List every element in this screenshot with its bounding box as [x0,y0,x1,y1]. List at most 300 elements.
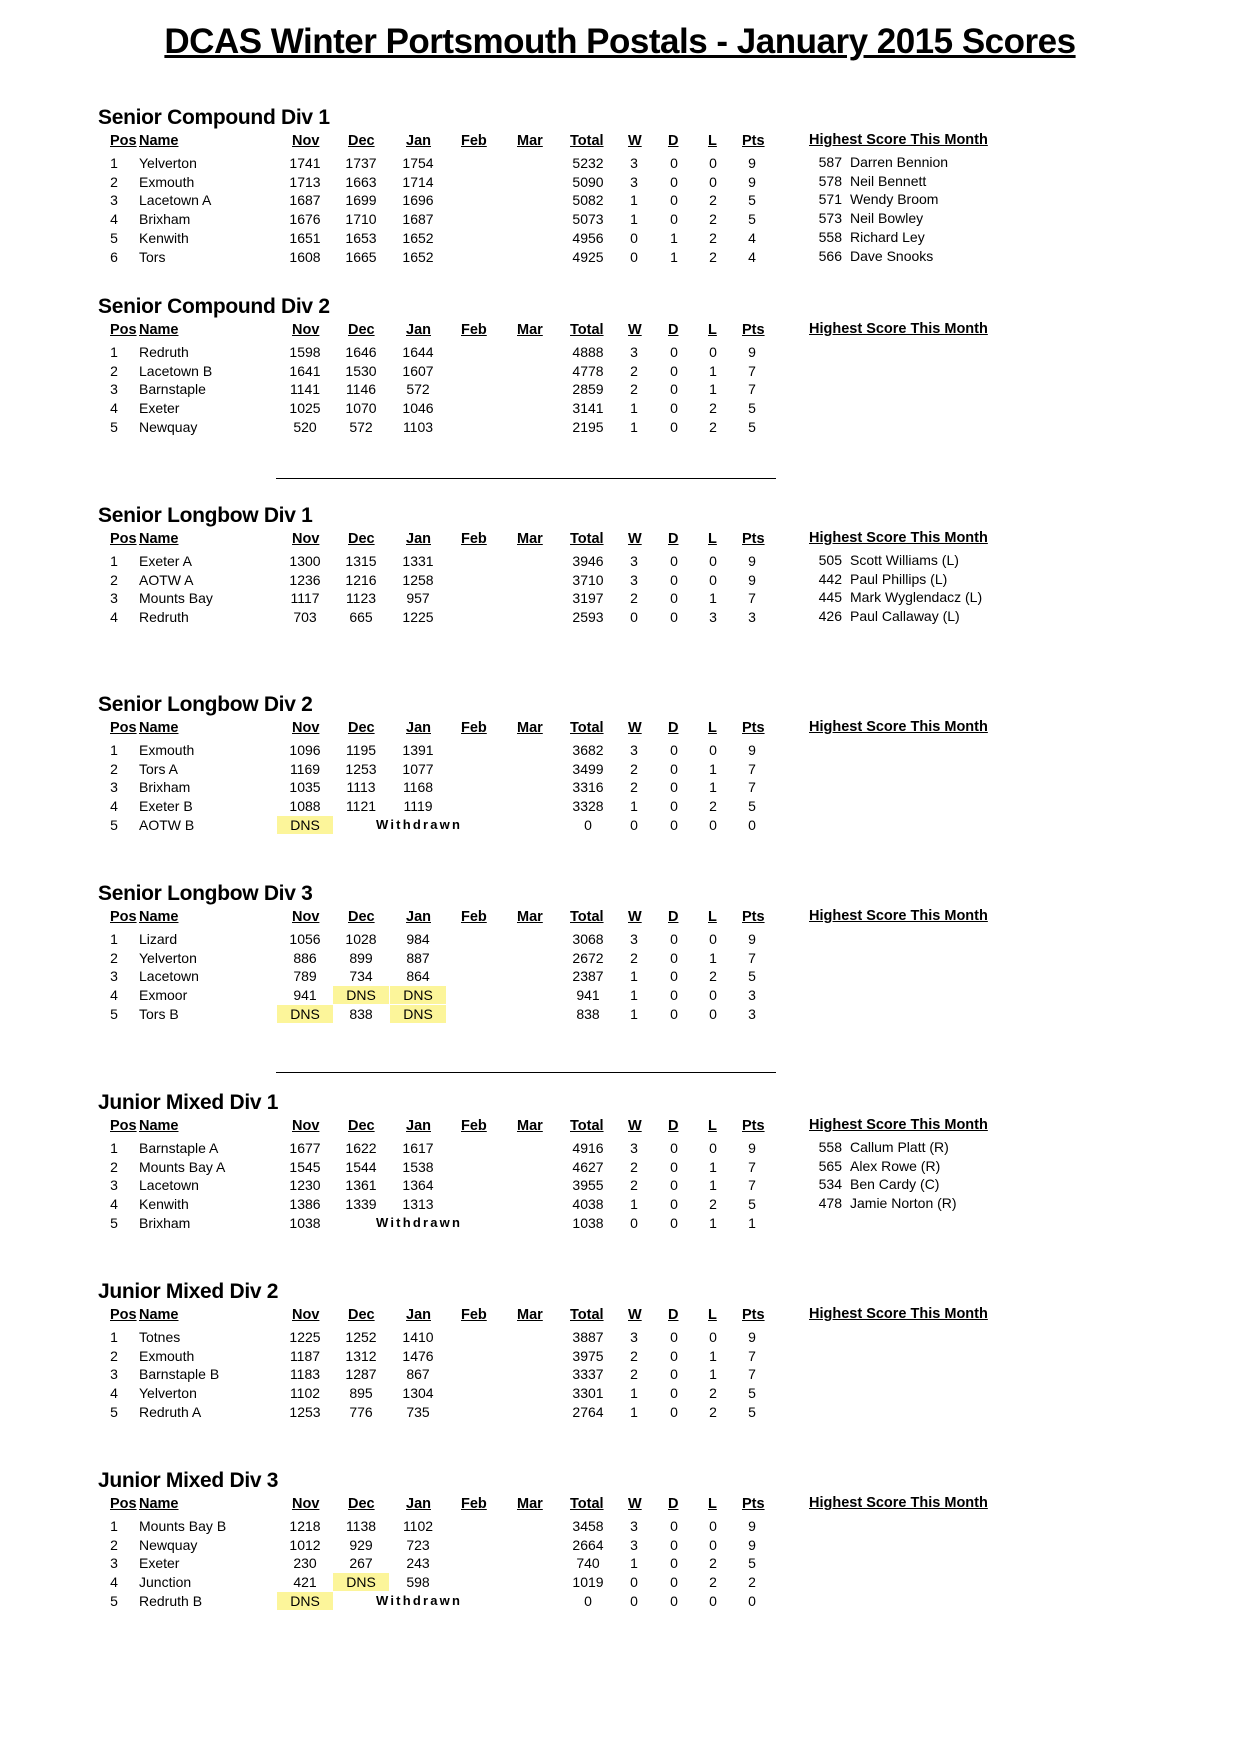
cell-w: 1 [630,968,638,985]
cell-nov: 1169 [289,760,321,777]
cell-jan: 1476 [402,1347,434,1364]
cell-nov: 1651 [289,229,321,246]
cell-pts: 0 [748,1592,756,1609]
column-header-nov: Nov [292,720,320,736]
cell-d: 0 [670,609,678,626]
cell-pos: 4 [110,987,118,1004]
cell-jan: 723 [406,1536,430,1553]
cell-d: 0 [670,1403,678,1420]
cell-name: Lacetown [139,968,199,985]
column-header-pos: Pos [110,133,137,149]
highest-score-value: 571 [818,191,842,208]
column-header-jan: Jan [406,720,431,736]
column-header-name: Name [139,1118,179,1134]
column-header-l: L [708,1118,717,1134]
table-row [0,1328,1240,1347]
cell-total: 4925 [572,248,604,265]
cell-nov: 1545 [289,1158,321,1175]
cell-dec: 1253 [345,760,377,777]
table-row [0,608,1240,627]
cell-w: 1 [630,1385,638,1402]
table-row [0,930,1240,949]
cell-pts: 7 [748,381,756,398]
table-row [0,1347,1240,1366]
cell-nov: 703 [293,609,317,626]
highest-score-entry [800,588,982,607]
cell-w: 2 [630,949,638,966]
cell-w: 1 [630,1403,638,1420]
cell-pts: 4 [748,248,756,265]
cell-name: Kenwith [139,1196,189,1213]
cell-nov: 1038 [289,1214,321,1231]
table-row [0,1158,1240,1177]
cell-pos: 3 [110,1555,118,1572]
column-header-total: Total [570,133,604,149]
cell-pts: 2 [748,1574,756,1591]
cell-jan: 1652 [402,248,434,265]
cell-w: 0 [630,1574,638,1591]
withdrawn-label: Withdrawn [376,1214,463,1230]
cell-w: 3 [630,742,638,758]
cell-dec: 1287 [345,1366,377,1383]
cell-dec: 1544 [345,1158,377,1175]
cell-pts: 1 [748,1214,756,1231]
cell-pos: 4 [110,798,118,815]
highest-score-value: 505 [818,552,842,568]
column-header-nov: Nov [292,531,320,547]
cell-w: 1 [630,1555,638,1572]
cell-w: 1 [630,418,638,435]
column-header-l: L [708,1307,717,1323]
cell-dec: 734 [349,968,373,985]
cell-w: 1 [630,192,638,209]
cell-pos: 5 [110,1005,118,1022]
cell-dec: 1622 [345,1140,377,1156]
cell-name: Brixham [139,1214,191,1231]
cell-nov: 520 [293,418,317,435]
cell-pos: 3 [110,1366,118,1383]
highest-score-name: Wendy Broom [850,191,939,208]
highest-score-name: Paul Phillips (L) [850,570,948,587]
column-header-d: D [668,1307,679,1323]
cell-jan: 1714 [402,173,434,190]
cell-dec: 1113 [346,779,376,796]
highest-score-entry [800,1194,957,1213]
cell-name: Brixham [139,779,191,796]
cell-nov: 1230 [289,1177,321,1194]
withdrawn-label: Withdrawn [376,816,463,832]
cell-nov: 1183 [289,1366,321,1383]
table-row [0,399,1240,418]
highest-score-entry [800,1175,939,1194]
cell-w: 1 [630,1196,638,1213]
cell-total: 838 [576,1005,600,1022]
highest-score-value: 478 [818,1195,842,1212]
division-section [0,1469,1240,1659]
cell-l: 1 [709,381,717,398]
cell-l: 0 [709,742,717,758]
highest-score-entry [800,153,948,172]
cell-d: 0 [670,211,678,228]
cell-nov: 230 [293,1555,317,1572]
cell-dec: 1121 [345,798,377,815]
cell-name: Exeter [139,400,180,417]
table-row [0,571,1240,590]
cell-pos: 5 [110,1592,118,1609]
cell-total: 2664 [572,1536,604,1553]
cell-l: 2 [709,968,717,985]
cell-pts: 5 [748,1196,756,1213]
cell-jan: 1077 [402,760,434,777]
cell-name: Exeter B [139,798,193,815]
cell-dec: 1312 [345,1347,377,1364]
cell-pts: 5 [748,798,756,815]
cell-pos: 4 [110,609,118,626]
cell-nov: 1236 [289,571,321,588]
withdrawn-label: Withdrawn [376,1592,463,1608]
column-header-w: W [628,531,642,547]
cell-name: Newquay [139,1536,198,1553]
cell-name: Tors [139,248,166,265]
cell-name: Yelverton [139,1385,197,1402]
cell-w: 1 [630,798,638,815]
cell-nov: 1641 [289,362,321,379]
cell-d: 0 [670,987,678,1004]
cell-w: 0 [630,609,638,626]
column-header-pts: Pts [742,1307,765,1323]
cell-pos: 1 [110,931,118,947]
column-header-w: W [628,322,642,338]
cell-dec: 267 [349,1555,373,1572]
cell-dec: 1315 [345,553,377,569]
highest-score-name: Callum Platt (R) [850,1139,949,1155]
cell-nov: 941 [293,987,317,1004]
cell-dec: 776 [349,1403,373,1420]
cell-w: 3 [630,1140,638,1156]
cell-l: 0 [709,155,717,171]
cell-name: Barnstaple [139,381,206,398]
cell-total: 3141 [572,400,604,417]
cell-l: 3 [709,609,717,626]
division-title: Senior Compound Div 2 [98,295,330,318]
cell-jan: DNS [390,1005,446,1023]
cell-pts: 5 [748,1403,756,1420]
cell-pos: 3 [110,1177,118,1194]
cell-d: 0 [670,400,678,417]
cell-w: 1 [630,1005,638,1022]
highest-score-name: Neil Bennett [850,172,927,189]
highest-score-header: Highest Score This Month [809,132,988,148]
highest-score-value: 558 [818,228,842,245]
column-header-l: L [708,909,717,925]
cell-total: 2387 [572,968,604,985]
highest-score-name: Ben Cardy (C) [850,1176,940,1193]
cell-pts: 7 [748,1177,756,1194]
column-header-mar: Mar [517,133,543,149]
table-row [0,362,1240,381]
division-section [0,295,1240,485]
cell-d: 0 [670,1005,678,1022]
cell-total: 5232 [572,155,604,171]
column-header-pos: Pos [110,1496,137,1512]
cell-jan: 1754 [402,155,434,171]
cell-dec: 929 [349,1536,373,1553]
cell-w: 1 [630,211,638,228]
column-header-feb: Feb [461,531,487,547]
cell-pts: 9 [748,1536,756,1553]
cell-pts: 9 [748,1329,756,1345]
cell-nov: 1676 [289,211,321,228]
cell-nov: DNS [277,1592,333,1610]
cell-total: 4888 [572,344,604,360]
column-header-jan: Jan [406,133,431,149]
cell-name: Redruth B [139,1592,203,1609]
cell-pts: 7 [748,760,756,777]
column-header-mar: Mar [517,531,543,547]
column-header-pts: Pts [742,322,765,338]
cell-total: 1019 [572,1574,604,1591]
cell-l: 0 [709,816,717,833]
cell-d: 0 [670,742,678,758]
cell-total: 5082 [572,192,604,209]
cell-d: 0 [670,1574,678,1591]
column-header-w: W [628,1118,642,1134]
cell-nov: 789 [293,968,317,985]
table-row [0,343,1240,362]
highest-score-value: 565 [818,1157,842,1174]
highest-score-name: Dave Snooks [850,247,934,264]
column-header-nov: Nov [292,1496,320,1512]
cell-pos: 3 [110,590,118,607]
table-row [0,1195,1240,1214]
cell-pos: 5 [110,418,118,435]
cell-w: 3 [630,571,638,588]
column-header-pos: Pos [110,1118,137,1134]
cell-pos: 4 [110,400,118,417]
cell-l: 0 [709,1518,717,1534]
cell-name: Yelverton [139,155,197,171]
highest-score-name: Mark Wyglendacz (L) [850,589,983,606]
highest-score-name: Scott Williams (L) [850,552,959,568]
cell-d: 0 [670,1555,678,1572]
cell-total: 941 [576,987,600,1004]
cell-pts: 0 [748,816,756,833]
cell-dec: 1646 [345,344,377,360]
cell-w: 2 [630,590,638,607]
cell-total: 3682 [572,742,604,758]
column-header-name: Name [139,322,179,338]
cell-l: 1 [709,1214,717,1231]
highest-score-entry [800,1157,940,1176]
cell-pts: 3 [748,609,756,626]
cell-dec: 1653 [345,229,377,246]
cell-d: 0 [670,798,678,815]
table-row [0,986,1240,1005]
cell-total: 3955 [572,1177,604,1194]
cell-pts: 9 [748,173,756,190]
cell-l: 0 [709,987,717,1004]
cell-total: 3197 [572,590,604,607]
column-header-l: L [708,133,717,149]
cell-l: 2 [709,248,717,265]
cell-pts: 5 [748,968,756,985]
cell-jan: 1102 [402,1518,434,1534]
column-header-feb: Feb [461,322,487,338]
cell-nov: 1025 [289,400,321,417]
column-header-w: W [628,1307,642,1323]
cell-nov: 1117 [290,590,320,607]
cell-d: 0 [670,362,678,379]
cell-l: 0 [709,571,717,588]
cell-jan: 598 [406,1574,430,1591]
cell-dec: 1252 [345,1329,377,1345]
cell-d: 0 [670,571,678,588]
division-section [0,106,1240,296]
cell-total: 2764 [572,1403,604,1420]
cell-pts: 7 [748,779,756,796]
cell-jan: 1687 [402,211,434,228]
table-row [0,210,1240,229]
cell-total: 3316 [572,779,604,796]
cell-pos: 1 [110,155,118,171]
cell-jan: 1391 [402,742,434,758]
table-row [0,552,1240,571]
cell-dec: 838 [349,1005,373,1022]
cell-nov: 1608 [289,248,321,265]
table-row [0,1005,1240,1024]
cell-pts: 7 [748,1347,756,1364]
cell-d: 0 [670,779,678,796]
cell-l: 1 [709,1177,717,1194]
cell-d: 0 [670,418,678,435]
cell-total: 2195 [572,418,604,435]
cell-l: 0 [709,1329,717,1345]
table-row [0,1139,1240,1158]
cell-pos: 1 [110,553,118,569]
cell-l: 1 [709,1366,717,1383]
cell-nov: 1141 [289,381,321,398]
cell-d: 0 [670,192,678,209]
cell-name: AOTW B [139,816,195,833]
cell-pos: 2 [110,1347,118,1364]
cell-dec: 1663 [345,173,377,190]
cell-name: Exmoor [139,987,188,1004]
cell-nov: 1012 [289,1536,321,1553]
column-header-jan: Jan [406,322,431,338]
cell-l: 0 [709,344,717,360]
highest-score-value: 573 [818,210,842,227]
cell-jan: 1364 [402,1177,434,1194]
cell-total: 3301 [572,1385,604,1402]
cell-w: 2 [630,1366,638,1383]
division-section [0,504,1240,694]
cell-d: 0 [670,381,678,398]
column-header-pts: Pts [742,1496,765,1512]
cell-nov: 1102 [289,1385,321,1402]
cell-total: 3887 [572,1329,604,1345]
cell-pos: 5 [110,1403,118,1420]
cell-total: 5090 [572,173,604,190]
cell-nov: 1713 [289,173,321,190]
cell-l: 0 [709,1140,717,1156]
cell-l: 2 [709,1385,717,1402]
division-title: Junior Mixed Div 2 [98,1280,279,1303]
cell-pos: 2 [110,949,118,966]
column-header-d: D [668,531,679,547]
cell-l: 1 [709,590,717,607]
cell-w: 3 [630,344,638,360]
cell-l: 2 [709,400,717,417]
cell-w: 2 [630,1177,638,1194]
cell-nov: 1056 [289,931,321,947]
division-title: Senior Longbow Div 1 [98,504,313,527]
cell-nov: DNS [277,1005,333,1023]
cell-name: Redruth [139,609,189,626]
highest-score-name: Neil Bowley [850,210,924,227]
highest-score-entry [800,1138,949,1157]
cell-l: 0 [709,1005,717,1022]
cell-d: 0 [670,173,678,190]
cell-total: 3710 [572,571,604,588]
cell-w: 2 [630,1347,638,1364]
cell-pts: 9 [748,553,756,569]
cell-name: Redruth [139,344,189,360]
cell-jan: 1331 [402,553,434,569]
cell-nov: 1035 [289,779,321,796]
highest-score-entry [800,172,926,191]
cell-dec: 1146 [345,381,377,398]
cell-dec: 1138 [345,1518,377,1534]
cell-jan: 572 [406,381,430,398]
column-header-dec: Dec [348,1307,375,1323]
cell-name: Exmouth [139,173,195,190]
cell-name: Exeter [139,1555,180,1572]
column-header-pos: Pos [110,531,137,547]
column-header-nov: Nov [292,1307,320,1323]
cell-d: 0 [670,1177,678,1194]
cell-pts: 7 [748,590,756,607]
cell-nov: 1096 [289,742,321,758]
highest-score-name: Richard Ley [850,228,925,245]
cell-nov: 1218 [289,1518,321,1534]
cell-total: 4778 [572,362,604,379]
cell-dec: 1216 [345,571,377,588]
column-header-d: D [668,720,679,736]
highest-score-entry [800,228,925,247]
cell-total: 3499 [572,760,604,777]
column-header-mar: Mar [517,720,543,736]
cell-total: 2593 [572,609,604,626]
cell-name: Barnstaple B [139,1366,220,1383]
cell-pos: 2 [110,362,118,379]
cell-w: 0 [630,816,638,833]
column-header-l: L [708,1496,717,1512]
column-header-jan: Jan [406,1118,431,1134]
cell-pts: 4 [748,229,756,246]
cell-jan: 1103 [402,418,434,435]
highest-score-value: 445 [818,589,842,606]
cell-w: 3 [630,1536,638,1553]
cell-nov: DNS [277,816,333,834]
highest-score-entry [800,570,947,589]
cell-d: 0 [670,968,678,985]
cell-jan: 957 [406,590,430,607]
cell-total: 3946 [572,553,604,569]
cell-dec: 1123 [345,590,377,607]
highest-score-value: 558 [818,1139,842,1155]
cell-dec: 899 [349,949,373,966]
column-header-w: W [628,133,642,149]
